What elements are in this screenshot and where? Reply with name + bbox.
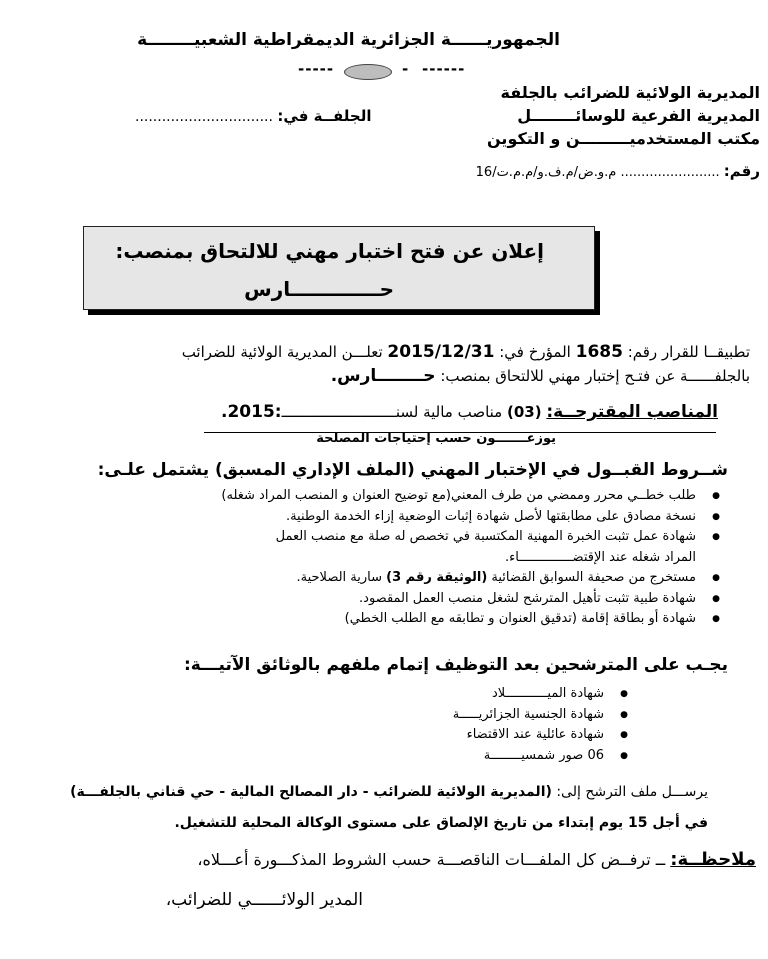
announcement-title: إعلان عن فتح اختبار مهني للالتحاق بمنصب: xyxy=(115,239,544,263)
separator-dash-mid: - xyxy=(402,60,410,78)
list-item: ● شهادة عائلية عند الاقتضاء xyxy=(453,725,628,746)
note xyxy=(197,849,756,870)
oval-stamp-icon xyxy=(344,64,392,80)
list-item: ● شهادة أو بطاقة إقامة (تدقيق العنوان و تطابقه مع الطلب الخطي) xyxy=(221,609,720,630)
decision-date: 2015/12/31 xyxy=(387,342,495,362)
reference-line xyxy=(476,162,760,180)
note-text: ــ ترفــض كل الملفـــات الناقصـــة حسب الشروط المذكـــورة أعـــلاه، xyxy=(197,850,666,869)
list-item: ● شهادة الجنسية الجزائريـــــة xyxy=(453,705,628,726)
posts-text: مناصب مالية لسنــــــــــــــــــــــــــ xyxy=(281,403,503,421)
city-date xyxy=(135,107,372,125)
city-date-value: ............................... xyxy=(135,109,273,125)
posts-year: :2015. xyxy=(220,402,282,422)
reference-code: م.و.ض/م.ف.و/م.م.ت/16 xyxy=(475,165,617,180)
office-name: مكتب المستخدميـــــــــن و التكوين xyxy=(487,129,760,148)
submission-address xyxy=(70,784,708,800)
conditions-title: شــروط القبــول في الإختبار المهني (الملف الإداري المسبق) يشتمل علـى: xyxy=(97,460,728,480)
list-item: ● مستخرج من صحيفة السوابق القضائية (الوثيقة رقم 3) سارية الصلاحية. xyxy=(221,568,720,589)
intro-text-b: المؤرخ في: xyxy=(499,343,571,361)
after-hiring-list xyxy=(453,684,628,766)
list-item-continuation: المراد شغله عند الإقتضــــــــــــــاء. xyxy=(505,549,696,565)
conditions-list xyxy=(221,486,720,630)
reference-dots: ........................ xyxy=(620,165,720,180)
sub-directorate-name: المديرية الفرعية للوسائــــــــل xyxy=(517,106,760,125)
republic-title: الجمهوريــــــة الجزائرية الديمقراطية الشعبيــــــــة xyxy=(137,30,560,50)
list-item: ● شهادة طبية تثبت تأهيل المترشح لشغل منصب العمل المقصود. xyxy=(221,589,720,610)
list-item: ● شهادة عمل تثبت الخبرة المهنية المكتسبة في تخصص له صلة مع منصب العمل المراد شغله عند الإقتضــــــــــــــاء. xyxy=(221,527,720,568)
intro-text-c: تعلـــن المديرية الولائية للضرائب xyxy=(181,343,383,361)
header-separator xyxy=(298,60,478,82)
announcement-post: حـــــــــــــارس xyxy=(244,277,394,301)
list-item: ● نسخة مصادق على مطابقتها لأصل شهادة إثبات الوضعية إزاء الخدمة الوطنية. xyxy=(221,507,720,528)
after-hiring-title: يجـب على المترشحين بعد التوظيف إتمام ملفهم بالوثائق الآتيـــة: xyxy=(183,655,728,675)
list-item: ● طلب خطــي محرر وممضي من طرف المعني(مع توضيح العنوان و المنصب المراد شغله) xyxy=(221,486,720,507)
separator-dash-left: ----- xyxy=(298,60,335,78)
decision-number: 1685 xyxy=(575,342,623,362)
separator-dash-right: ------ xyxy=(422,60,466,78)
list-item: ● شهادة الميـــــــــــلاد xyxy=(453,684,628,705)
intro-line-2 xyxy=(331,366,750,386)
document-3-ref: (الوثيقة رقم 3) xyxy=(386,570,488,585)
note-label: ملاحظــة: xyxy=(670,849,756,870)
announcement-title-box xyxy=(83,226,595,310)
submission-destination: (المديرية الولائية للضرائب - دار المصالح المالية - حي قناني بالجلفـــة) xyxy=(70,784,552,800)
submission-deadline: في أجل 15 يوم إبتداء من تاريخ الإلصاق على مستوى الوكالة المحلية للتشغيل. xyxy=(174,815,708,831)
reference-label: رقم: xyxy=(723,162,760,180)
posts-count: (03) xyxy=(507,403,542,421)
proposed-posts xyxy=(221,402,718,422)
intro-text-d: بالجلفــــــة عن فتـح إختبار مهني للالتحاق بمنصب: xyxy=(440,367,750,385)
directorate-name: المديرية الولائية للضرائب بالجلفة xyxy=(500,83,760,102)
submission-text: يرســـل ملف الترشح إلى: xyxy=(556,784,708,800)
signer: المدير الولائــــــي للضرائب، xyxy=(165,890,363,910)
intro-post: حــــــــارس. xyxy=(330,366,436,386)
list-item: ● 06 صور شمسيــــــــة xyxy=(453,746,628,767)
intro-line-1 xyxy=(182,342,750,362)
city-date-label: الجلفــة في: xyxy=(277,107,372,125)
posts-distribution: يوزعـــــــون حسب إحتياجات المصلحة xyxy=(316,431,556,446)
posts-label: المناصب المقترحــة: xyxy=(546,402,718,422)
intro-text-a: تطبيقــا للقرار رقم: xyxy=(627,343,750,361)
